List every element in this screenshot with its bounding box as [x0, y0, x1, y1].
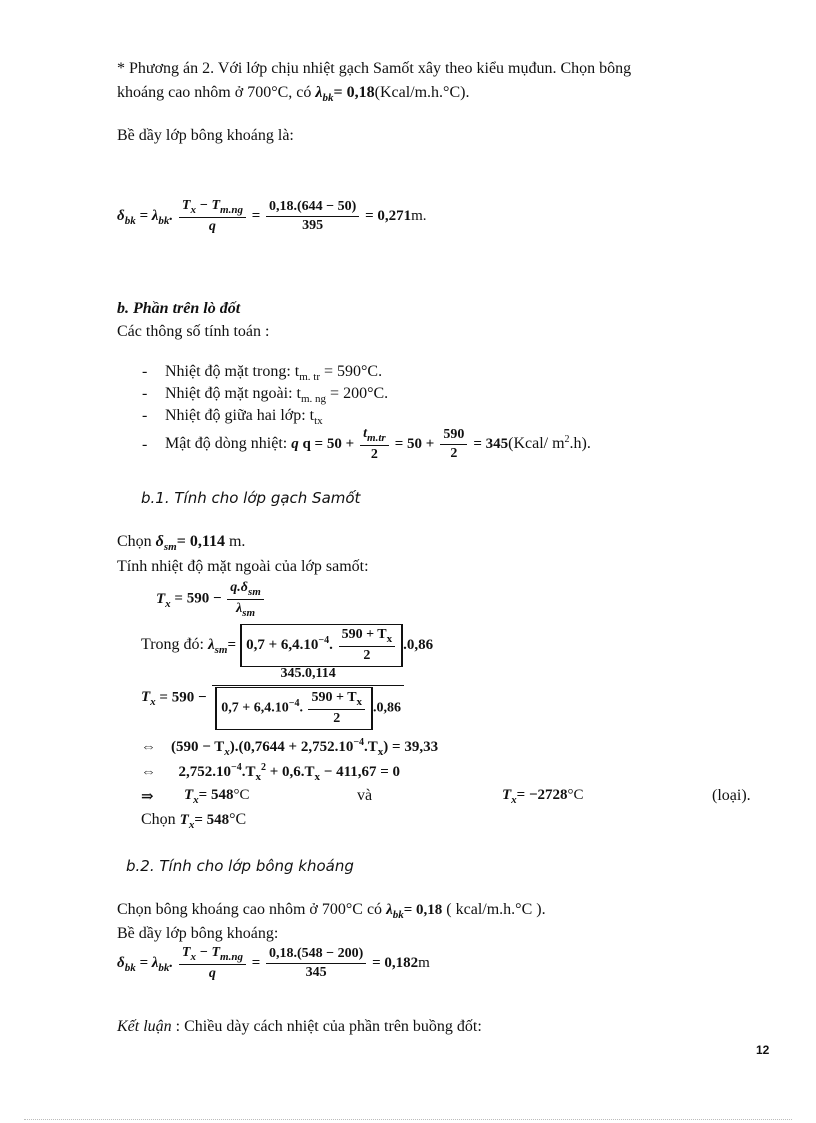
equation-lambda-sm: Trong đó: $\lambda_{sm}= 0,7 + 6,4.10^{-4}$. $\frac{590 + T_x}{2}$ .0,86	[141, 624, 433, 667]
page-number: 12	[756, 1043, 770, 1057]
equation-thickness-2: $\delta_{bk} = \lambda_{bk}$. $\frac{T_x - T_{m.ng}}{q}$ = $\frac{0,18.(548 - 200)}{345}$ = 0,182m	[117, 945, 430, 981]
params-title: Các thông số tính toán :	[117, 323, 270, 340]
subsection-heading-b2: b.2. Tính cho lớp bông khoáng	[126, 857, 354, 875]
equation-solutions: ⇒	[141, 789, 154, 805]
choose-mineral-wool: Chọn bông khoáng cao nhôm ở 700°C có $\lambda_{bk}= 0,18$ ( kcal/m.h.°C ).	[117, 901, 546, 921]
calc-outer-temp-text: Tính nhiệt độ mặt ngoài của lớp samốt:	[117, 558, 369, 575]
section-heading-b: b. Phần trên lò đốt	[117, 300, 241, 317]
eq-result: = 0,271	[365, 207, 412, 224]
eq-unit: m.	[411, 207, 427, 224]
bullet-inner-temp: Nhiệt độ mặt trong: $t_{m. tr} = 590^\circ C$.	[165, 363, 383, 384]
lambda-symbol: $\lambda_{bk}$	[315, 84, 334, 105]
where-label: Trong đó:	[141, 636, 204, 654]
lambda-value: = 0,18	[333, 84, 375, 101]
equation-quadratic: ⇔ $2,752.10^{-4}.T_x^2 + 0,6.T_x - 411,67 = 0$	[141, 762, 401, 783]
bullet-dash: -	[142, 407, 148, 424]
subsection-heading-b1: b.1. Tính cho lớp gạch Samốt	[141, 489, 361, 507]
page-divider	[24, 1119, 792, 1120]
bullet-dash: -	[142, 436, 148, 453]
and-word: và	[357, 787, 373, 804]
paragraph-option-2-line2	[117, 84, 469, 104]
bullet-heat-flux: Mật độ dòng nhiệt: q q = 50 + $\frac{t_{m.tr}}{2}$ = 50 + $\frac{590}{2}$ = 345(Kcal/ $m^2.h$).	[165, 426, 591, 462]
solution-2: $T_x= -2728^\circ C$	[502, 787, 584, 806]
equation-tx-substituted: $T_x = 590$ − 345.0,114 $0,7 + 6,4.10^{-4}$. $\frac{590 + T_x}{2}$ .0,86	[141, 666, 406, 730]
fraction: $\frac{T_x - T_{m.ng}}{q}$	[179, 198, 246, 235]
solution-1: $T_x= 548^\circ C$	[184, 787, 250, 806]
thickness-intro: Bề dầy lớp bông khoáng là:	[117, 127, 294, 144]
rejected-label: (loại).	[712, 787, 751, 804]
paragraph-option-2-line1: * Phương án 2. Với lớp chịu nhiệt gạch Samốt xây theo kiểu mụđun. Chọn bông	[117, 60, 632, 77]
text: (Kcal/m.h.°C).	[374, 84, 470, 101]
bullet-dash: -	[142, 385, 148, 402]
equation-equivalent-1: ⇔ $(590 - T_x).(0,7644 + 2,752.10^{-4}.T_x) = 39,33$	[141, 737, 439, 758]
conclusion: Kết luận : Chiều dày cách nhiệt của phần trên buồng đốt:	[117, 1018, 482, 1035]
choose-thickness-samot: Chọn $\delta_{sm}= 0,114$ m.	[117, 533, 246, 554]
eq-lhs: $\delta_{bk}$	[117, 207, 136, 227]
bullet-dash: -	[142, 363, 148, 380]
equation-thickness-1: $\delta_{bk} = \lambda_{bk}$. $\frac{T_x - T_{m.ng}}{q}$ = $\frac{0,18.(644 - 50)}{395}$ = 0,271m.	[117, 198, 427, 234]
fraction-values: $\frac{0,18.(644 - 50)}{395}$	[266, 199, 359, 234]
bullet-between-temp: Nhiệt độ giữa hai lớp: $t_{tx}$	[165, 407, 323, 428]
bullet-outer-temp: Nhiệt độ mặt ngoài: $t_{m. ng} = 200^\circ C$.	[165, 385, 389, 406]
eq-lambda: = $\lambda_{bk}$.	[139, 207, 174, 227]
bracket-expression: $0,7 + 6,4.10^{-4}$. $\frac{590 + T_x}{2}$	[240, 624, 403, 667]
choose-tx: Chọn $T_x= 548^\circ C$	[141, 811, 247, 831]
text: khoáng cao nhôm ở 700°C, có	[117, 84, 312, 101]
equation-tx: $T_x = 590$ − $\frac{q.\delta_{sm}}{\lambda_{sm}}$	[156, 580, 266, 619]
thickness-intro-2: Bề dầy lớp bông khoáng:	[117, 925, 279, 942]
